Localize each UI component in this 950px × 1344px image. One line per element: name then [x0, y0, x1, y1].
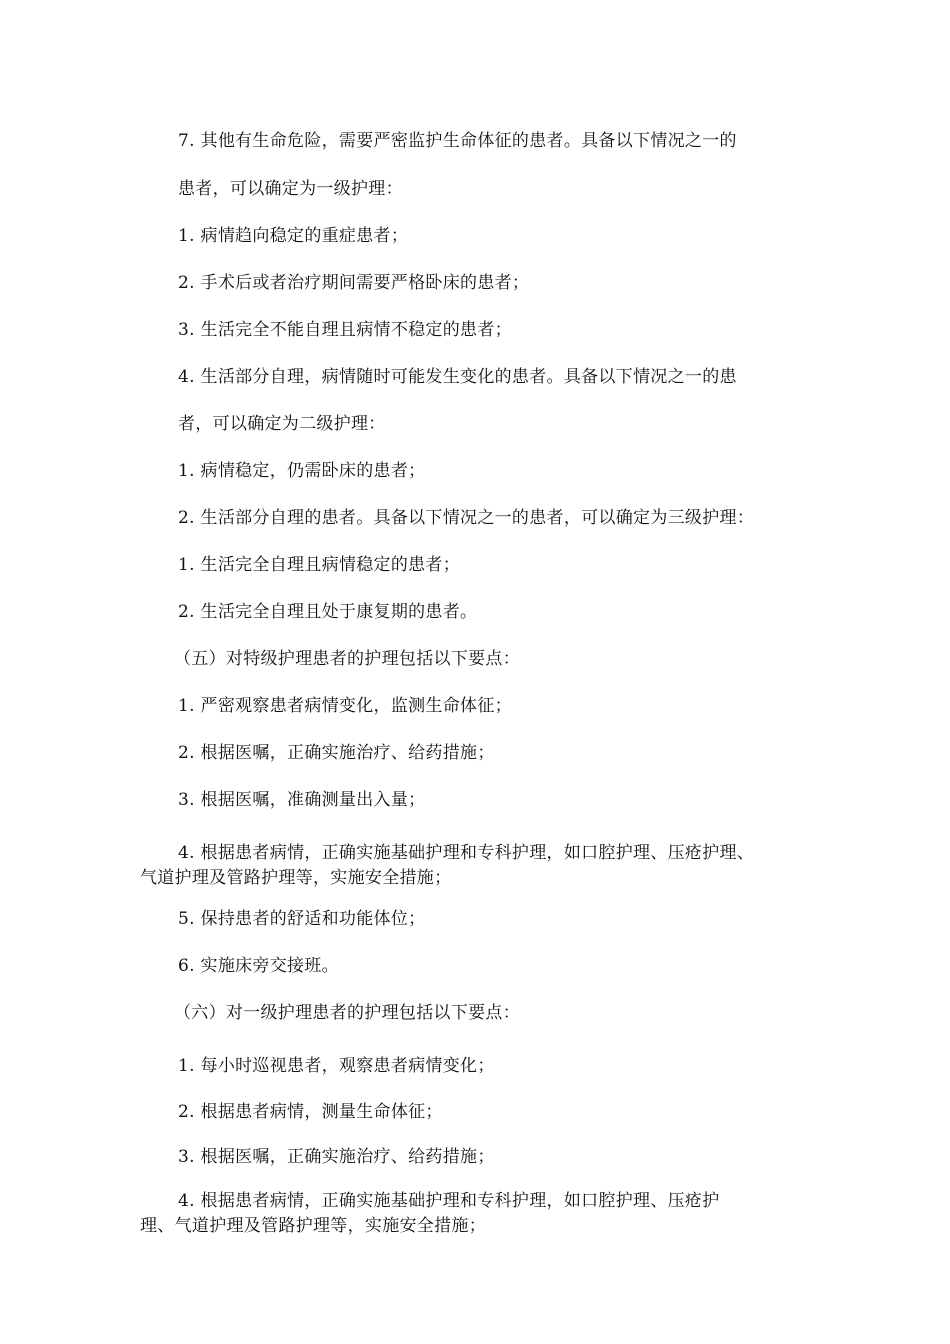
text-line: 1. 病情趋向稳定的重症患者；: [178, 226, 409, 246]
text-line: 1. 生活完全自理且病情稳定的患者；: [178, 555, 461, 575]
text-line: 2. 手术后或者治疗期间需要严格卧床的患者；: [178, 273, 530, 293]
text-line: 4. 根据患者病情，正确实施基础护理和专科护理，如口腔护理、压疮护理、: [178, 843, 755, 863]
text-line: 3. 生活完全不能自理且病情不稳定的患者；: [178, 320, 512, 340]
text-line: 气道护理及管路护理等，实施安全措施；: [140, 868, 452, 888]
text-line: 3. 根据医嘱，准确测量出入量；: [178, 790, 426, 810]
text-line: 7. 其他有生命危险，需要严密监护生命体征的患者。具备以下情况之一的: [178, 131, 737, 151]
text-line: 1. 严密观察患者病情变化，监测生命体征；: [178, 696, 512, 716]
section-heading: （六）对一级护理患者的护理包括以下要点：: [174, 1003, 520, 1023]
text-line: 2. 生活完全自理且处于康复期的患者。: [178, 602, 478, 622]
text-line: 理、气道护理及管路护理等，实施安全措施；: [140, 1216, 486, 1236]
text-line: 2. 根据医嘱，正确实施治疗、给药措施；: [178, 743, 495, 763]
text-line: 患者，可以确定为一级护理：: [178, 179, 403, 199]
text-line: 者，可以确定为二级护理：: [178, 414, 386, 434]
text-line: 4. 根据患者病情，正确实施基础护理和专科护理，如口腔护理、压疮护: [178, 1191, 720, 1211]
text-line: 2. 根据患者病情，测量生命体征；: [178, 1102, 443, 1122]
text-line: 6. 实施床旁交接班。: [178, 956, 339, 976]
text-line: 1. 每小时巡视患者，观察患者病情变化；: [178, 1056, 495, 1076]
text-line: 1. 病情稳定，仍需卧床的患者；: [178, 461, 426, 481]
text-line: 2. 生活部分自理的患者。具备以下情况之一的患者，可以确定为三级护理：: [178, 508, 755, 528]
section-heading: （五）对特级护理患者的护理包括以下要点：: [174, 649, 520, 669]
text-line: 4. 生活部分自理，病情随时可能发生变化的患者。具备以下情况之一的患: [178, 367, 737, 387]
text-line: 3. 根据医嘱，正确实施治疗、给药措施；: [178, 1147, 495, 1167]
text-line: 5. 保持患者的舒适和功能体位；: [178, 909, 426, 929]
